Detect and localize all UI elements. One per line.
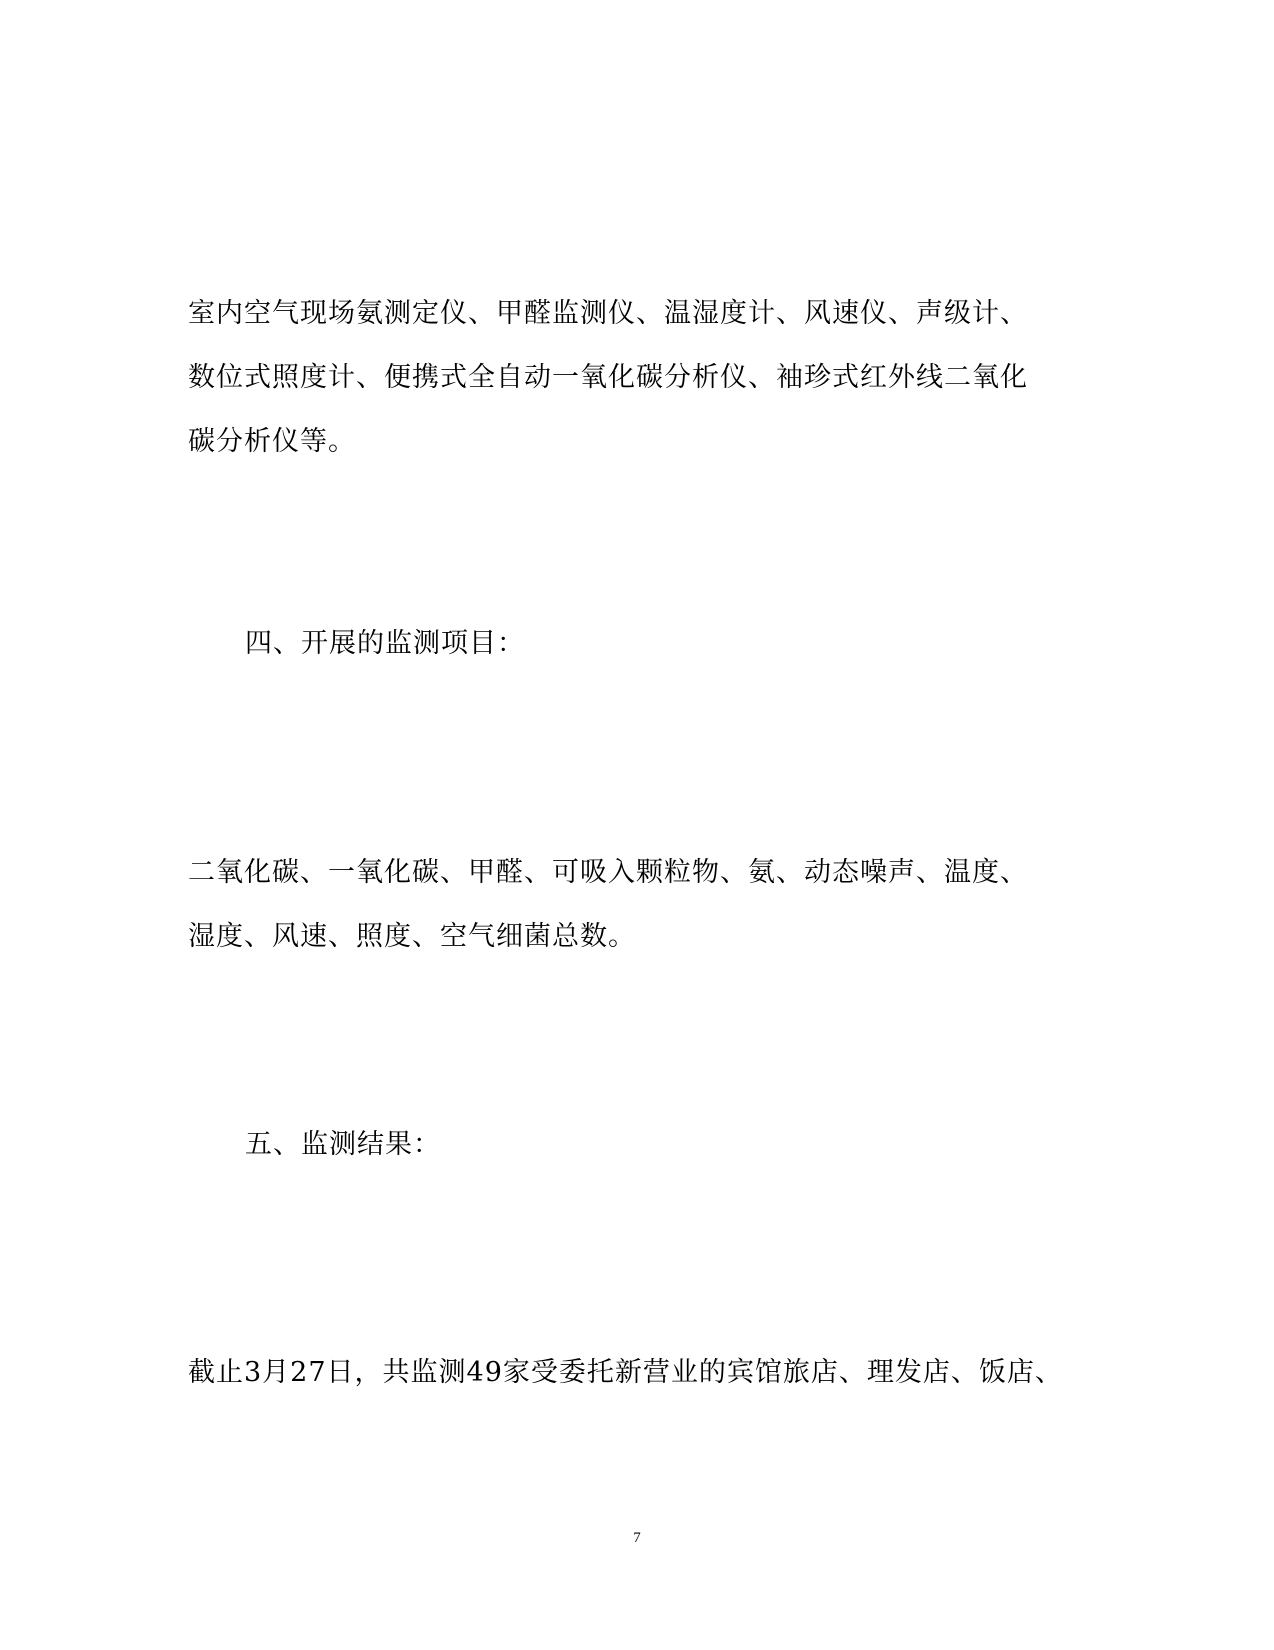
paragraph-line: 室内空气现场氨测定仪、甲醛监测仪、温湿度计、风速仪、声级计、: [188, 298, 1028, 329]
section-heading-four: 四、开展的监测项目：: [245, 628, 525, 659]
section-heading-five: 五、监测结果：: [245, 1129, 441, 1160]
page-number: 7: [633, 1530, 641, 1546]
paragraph-line: 二氧化碳、一氧化碳、甲醛、可吸入颗粒物、氨、动态噪声、温度、: [188, 857, 1028, 888]
instruments-paragraph: [188, 282, 1068, 474]
results-paragraph: [188, 1341, 1068, 1405]
monitoring-items-paragraph: [188, 841, 1068, 969]
paragraph-line: 数位式照度计、便携式全自动一氧化碳分析仪、袖珍式红外线二氧化: [188, 362, 1028, 393]
paragraph-line: 碳分析仪等。: [188, 426, 356, 457]
paragraph-line: 截止3月27日，共监测49家受委托新营业的宾馆旅店、理发店、饭店、: [188, 1357, 1063, 1388]
paragraph-line: 湿度、风速、照度、空气细菌总数。: [188, 921, 636, 952]
